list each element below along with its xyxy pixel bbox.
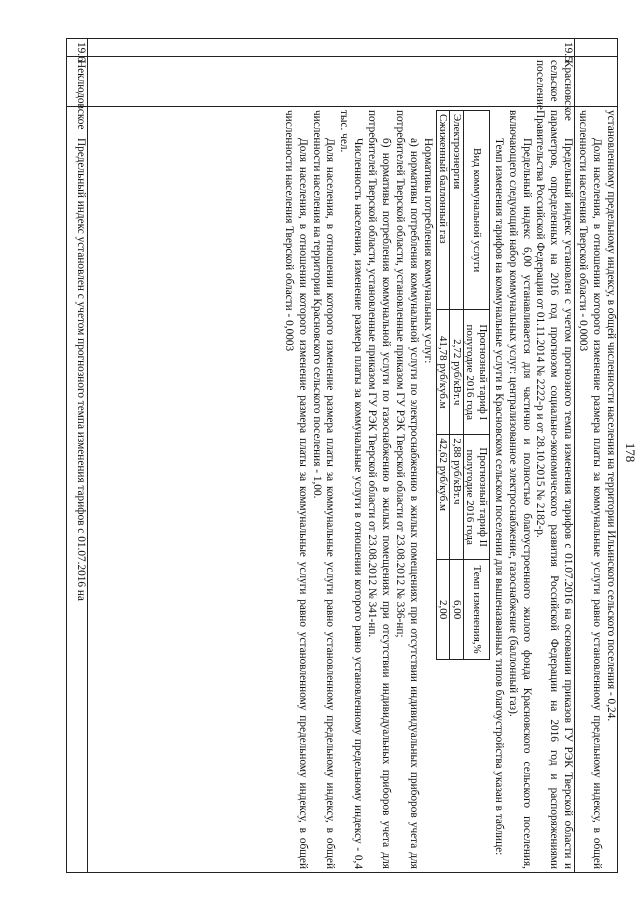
paragraph: Темп изменения тарифов на коммунальные услуги в Красновском сельском поселении для вышеназванных типов благоустройства указан в таблице: (492, 138, 505, 856)
tariff-h2-cell: 2,88 руб/кВт.ч (450, 435, 464, 560)
column-header: Прогнозный тариф II полугодие 2016 года (463, 435, 489, 560)
table-row-krasnovskoe (88, 39, 575, 873)
description-cell (67, 107, 88, 873)
tariff-table-header (463, 111, 489, 660)
paragraph: Численность населения, изменение размера платы за коммунальные услуги в отношении которого равно установленному предельному индексу - 0,4 тыс. чел. (338, 110, 365, 869)
column-header: Темп изменения,% (463, 560, 489, 660)
paragraph: Предельный индекс установлен с учетом прогнозного темпа изменения тарифов с 01.07.2016 на (75, 138, 88, 601)
tariff-h2-cell: 42,62 руб/куб.м (436, 435, 450, 560)
table-row (450, 111, 464, 660)
row-number-cell: 19.6 (67, 39, 88, 57)
column-header: Вид коммунальной услуги (463, 111, 489, 310)
settlement-name-cell (575, 57, 618, 107)
municipality-index-table (66, 38, 618, 873)
column-header: Прогнозный тариф I полугодие 2016 года (463, 310, 489, 435)
row-number-cell: 19.5 (88, 39, 575, 57)
row-number-cell (575, 39, 618, 57)
paragraph: установленному предельному индексу, в общей численности населения на территории Ильинского сельского поселения - 0,24. (605, 110, 617, 722)
description-cell (575, 107, 618, 873)
paragraph: Доля населения, в отношении которого изменение размера платы за коммунальные услуги равно установленному предельному индексу, в общей численности населения на территории Красновского сельского поселения - 1,00. (310, 110, 337, 869)
settlement-name-cell: Красновское сельское поселение (88, 57, 575, 107)
table-row-nekludovskoe (67, 39, 88, 873)
settlement-name-cell: Неклюдовское (67, 57, 88, 107)
paragraph: б) нормативы потребления коммунальной услуги по газоснабжению в жилых помещениях при отсутствии индивидуальных приборов учета для потребителей Тверской области, установленные приказом ГУ РЭК Тверской области от 23.08.2012 № 341-нп. (366, 110, 393, 869)
page-number: 178 (623, 442, 638, 463)
paragraph: Доля населения, в отношении которого изменение размера платы за коммунальные услуги равно установленному предельному индексу, в общей численности населения Тверской области - 0,0003 (282, 110, 309, 869)
tariff-h1-cell: 2,72 руб/кВт.ч (450, 310, 464, 435)
table-row-continued (575, 39, 618, 873)
paragraph: а) нормативы потребления коммунальной услуги по электроснабжению в жилых помещениях при отсутствии индивидуальных приборов учета для потребителей Тверской области, установленные приказом ГУ РЭК Тверской области от 23.08.2012 № 336-нп; (394, 110, 420, 869)
table-row (436, 111, 450, 660)
tariff-h1-cell: 41,78 руб/куб.м (436, 310, 450, 435)
rate-change-cell: 2,00 (436, 560, 450, 660)
tariff-table (436, 110, 490, 660)
paragraph: Предельный индекс установлен с учетом прогнозного темпа изменения тарифов с 01.07.2016 на основании приказов ГУ РЭК Тверской области и параметров, определенных на 2016 год прогнозом социально-экономического развития Российской Федерации на 2016 год и распоряжениями Правительства Российской Федерации от 01.11.2014 № 2222-р и от 28.10.2015 № 2182-р. (534, 110, 575, 869)
description-cell (88, 107, 575, 873)
service-cell: Электроэнергия (450, 111, 464, 310)
service-cell: Сжиженный баллонный газ (436, 111, 450, 310)
rate-change-cell: 6,00 (450, 560, 464, 660)
paragraph: Предельный индекс 6,00 устанавливается для частично и полностью благоустроенного жилого фонда Красновского сельского поселения, включающего следующий набор коммунальных услуг: централизованное электроснабжение, газоснабжение (баллонный газ). (506, 110, 533, 869)
paragraph: Доля населения, в отношении которого изменение размера платы за коммунальные услуги равно установленному предельному индексу, в общей численности населения Тверской области - 0,0003 (577, 110, 604, 869)
paragraph: Нормативы потребления коммунальных услуг: (421, 138, 434, 364)
